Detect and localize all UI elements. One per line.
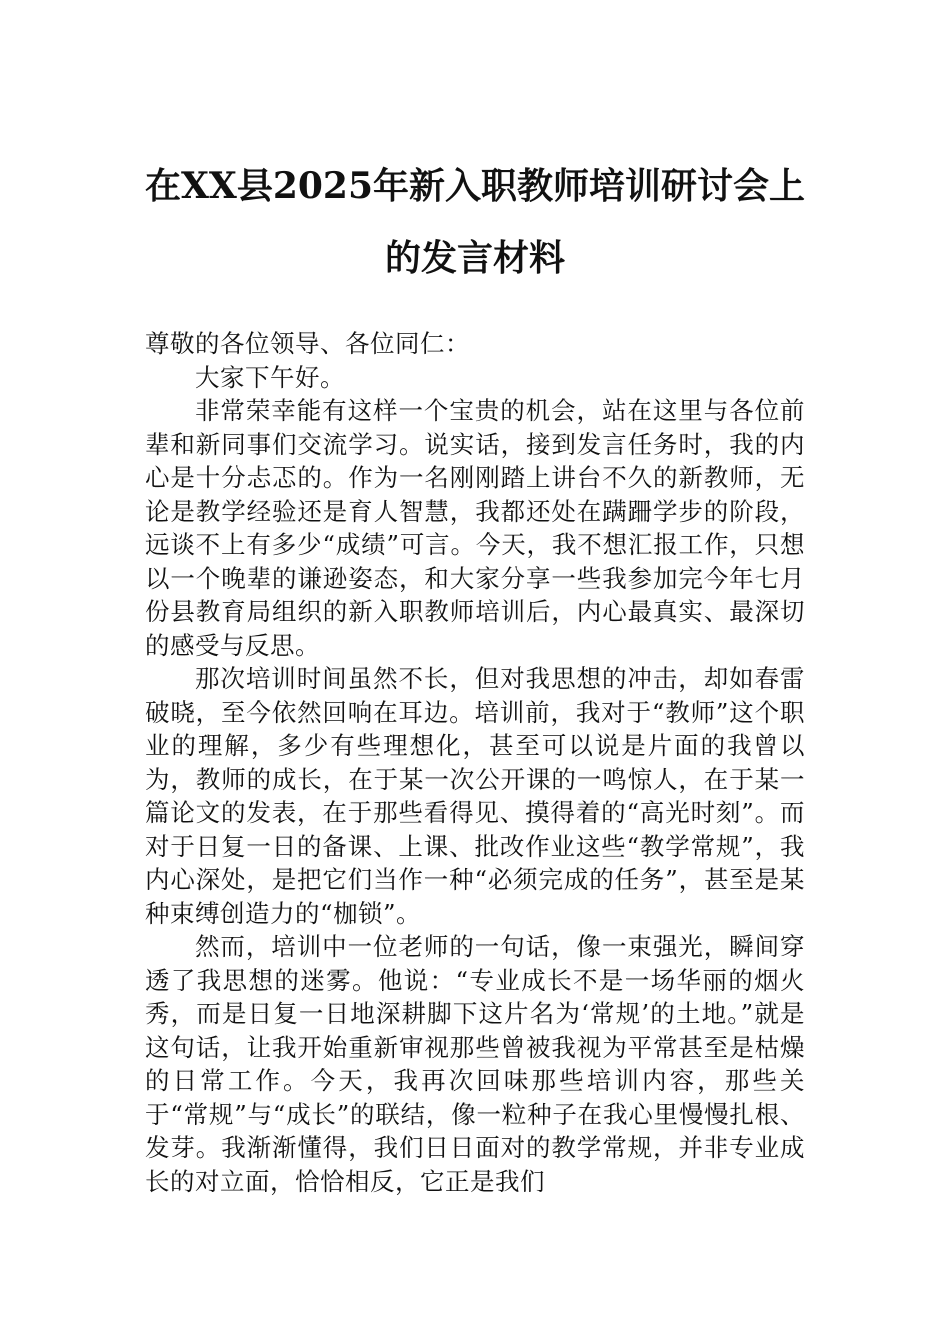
title-line-2: 的发言材料 [384,237,565,279]
paragraph-2: 那次培训时间虽然不长，但对我思想的冲击，却如春雷破晓，至今依然回响在耳边。培训前，我对于“教师”这个职业的理解，多少有些理想化，甚至可以说是片面的我曾以为，教师的成长，在于某一次公开课的一鸣惊人，在于某一篇论文的发表，在于那些看得见、摸得着的“高光时刻”。而对于日复一日的备课、上课、批改作业这些“教学常规”，我内心深处，是把它们当作一种“必须完成的任务”，甚至是某种束缚创造力的“枷锁”。 [145,664,805,928]
paragraph-3: 然而，培训中一位老师的一句话，像一束强光，瞬间穿透了我思想的迷雾。他说：“专业成长不是一场华丽的烟火秀，而是日复一日地深耕脚下这片名为‘常规’的土地。”就是这句话，让我开始重新审视那些曾被我视为平常甚至是枯燥的日常工作。今天，我再次回味那些培训内容，那些关于“常规”与“成长”的联结，像一粒种子在我心里慢慢扎根、发芽。我渐渐懂得，我们日日面对的教学常规，并非专业成长的对立面，恰恰相反，它正是我们 [145,932,805,1196]
document-body [145,327,805,1198]
document-title [120,150,830,294]
greeting: 大家下午好。 [195,362,345,392]
salutation: 尊敬的各位领导、各位同仁： [145,329,470,358]
title-line-1: 在XX县2025年新入职教师培训研讨会上 [144,165,806,207]
paragraph-1: 非常荣幸能有这样一个宝贵的机会，站在这里与各位前辈和新同事们交流学习。说实话，接到发言任务时，我的内心是十分忐忑的。作为一名刚刚踏上讲台不久的新教师，无论是教学经验还是育人智慧，我都还处在蹒跚学步的阶段，远谈不上有多少“成绩”可言。今天，我不想汇报工作，只想以一个晚辈的谦逊姿态，和大家分享一些我参加完今年七月份县教育局组织的新入职教师培训后，内心最真实、最深切的感受与反思。 [145,396,805,660]
